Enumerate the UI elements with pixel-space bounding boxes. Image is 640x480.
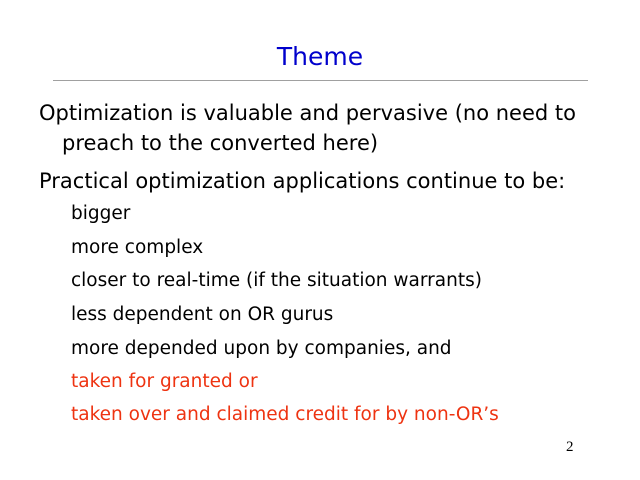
sub-item-real-time: closer to real-time (if the situation warrants) [71,270,482,291]
sub-item-more-complex: more complex [71,237,204,258]
sub-item-or-gurus: less dependent on OR gurus [71,304,334,325]
bullet-line: Practical optimization applications continue to be: [39,169,566,193]
bullet-continuation-line: preach to the converted here) [62,131,379,155]
bullet-optimization-valuable [39,98,576,158]
sub-item-depended-upon: more depended upon by companies, and [71,338,452,359]
page-number: 2 [566,439,574,455]
sub-item-bigger: bigger [71,203,131,224]
slide-title: Theme [276,42,364,71]
sub-item-taken-over: taken over and claimed credit for by non-OR’s [71,404,499,425]
sub-item-taken-for-granted: taken for granted or [71,371,258,392]
title-divider [53,80,588,81]
bullet-practical-applications [39,166,565,196]
bullet-line: Optimization is valuable and pervasive (no need to [39,101,576,125]
